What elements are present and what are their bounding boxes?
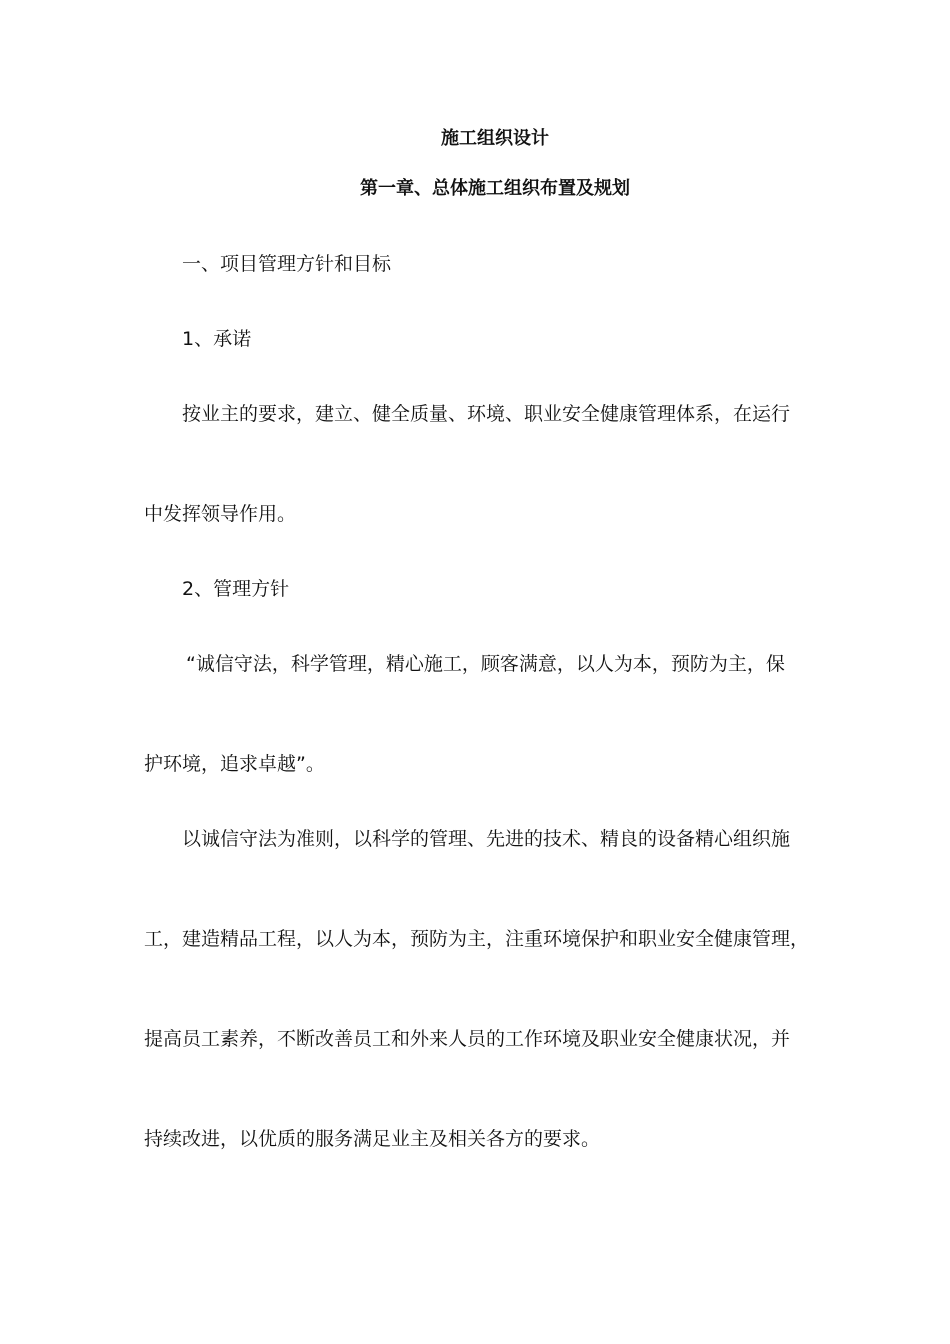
document-title: 施工组织设计 <box>441 128 549 149</box>
subsection-heading-policy: 2、管理方针 <box>182 578 290 600</box>
commitment-paragraph-line: 按业主的要求，建立、健全质量、环境、职业安全健康管理体系，在运行 <box>182 403 791 425</box>
policy-quote-line: 护环境，追求卓越”。 <box>144 753 325 775</box>
commitment-paragraph-line: 中发挥领导作用。 <box>144 503 297 525</box>
subsection-heading-commitment: 1、承诺 <box>182 328 252 350</box>
policy-quote-line: “诚信守法，科学管理，精心施工，顾客满意，以人为本，预防为主，保 <box>186 653 785 675</box>
section-heading: 一、项目管理方针和目标 <box>182 253 392 275</box>
policy-paragraph-line: 工，建造精品工程，以人为本，预防为主，注重环境保护和职业安全健康管理， <box>144 928 810 950</box>
chapter-title: 第一章、总体施工组织布置及规划 <box>360 178 630 199</box>
policy-paragraph-line: 以诚信守法为准则，以科学的管理、先进的技术、精良的设备精心组织施 <box>182 828 791 850</box>
policy-paragraph-line: 持续改进，以优质的服务满足业主及相关各方的要求。 <box>144 1128 601 1150</box>
policy-paragraph-line: 提高员工素养，不断改善员工和外来人员的工作环境及职业安全健康状况，并 <box>144 1028 791 1050</box>
